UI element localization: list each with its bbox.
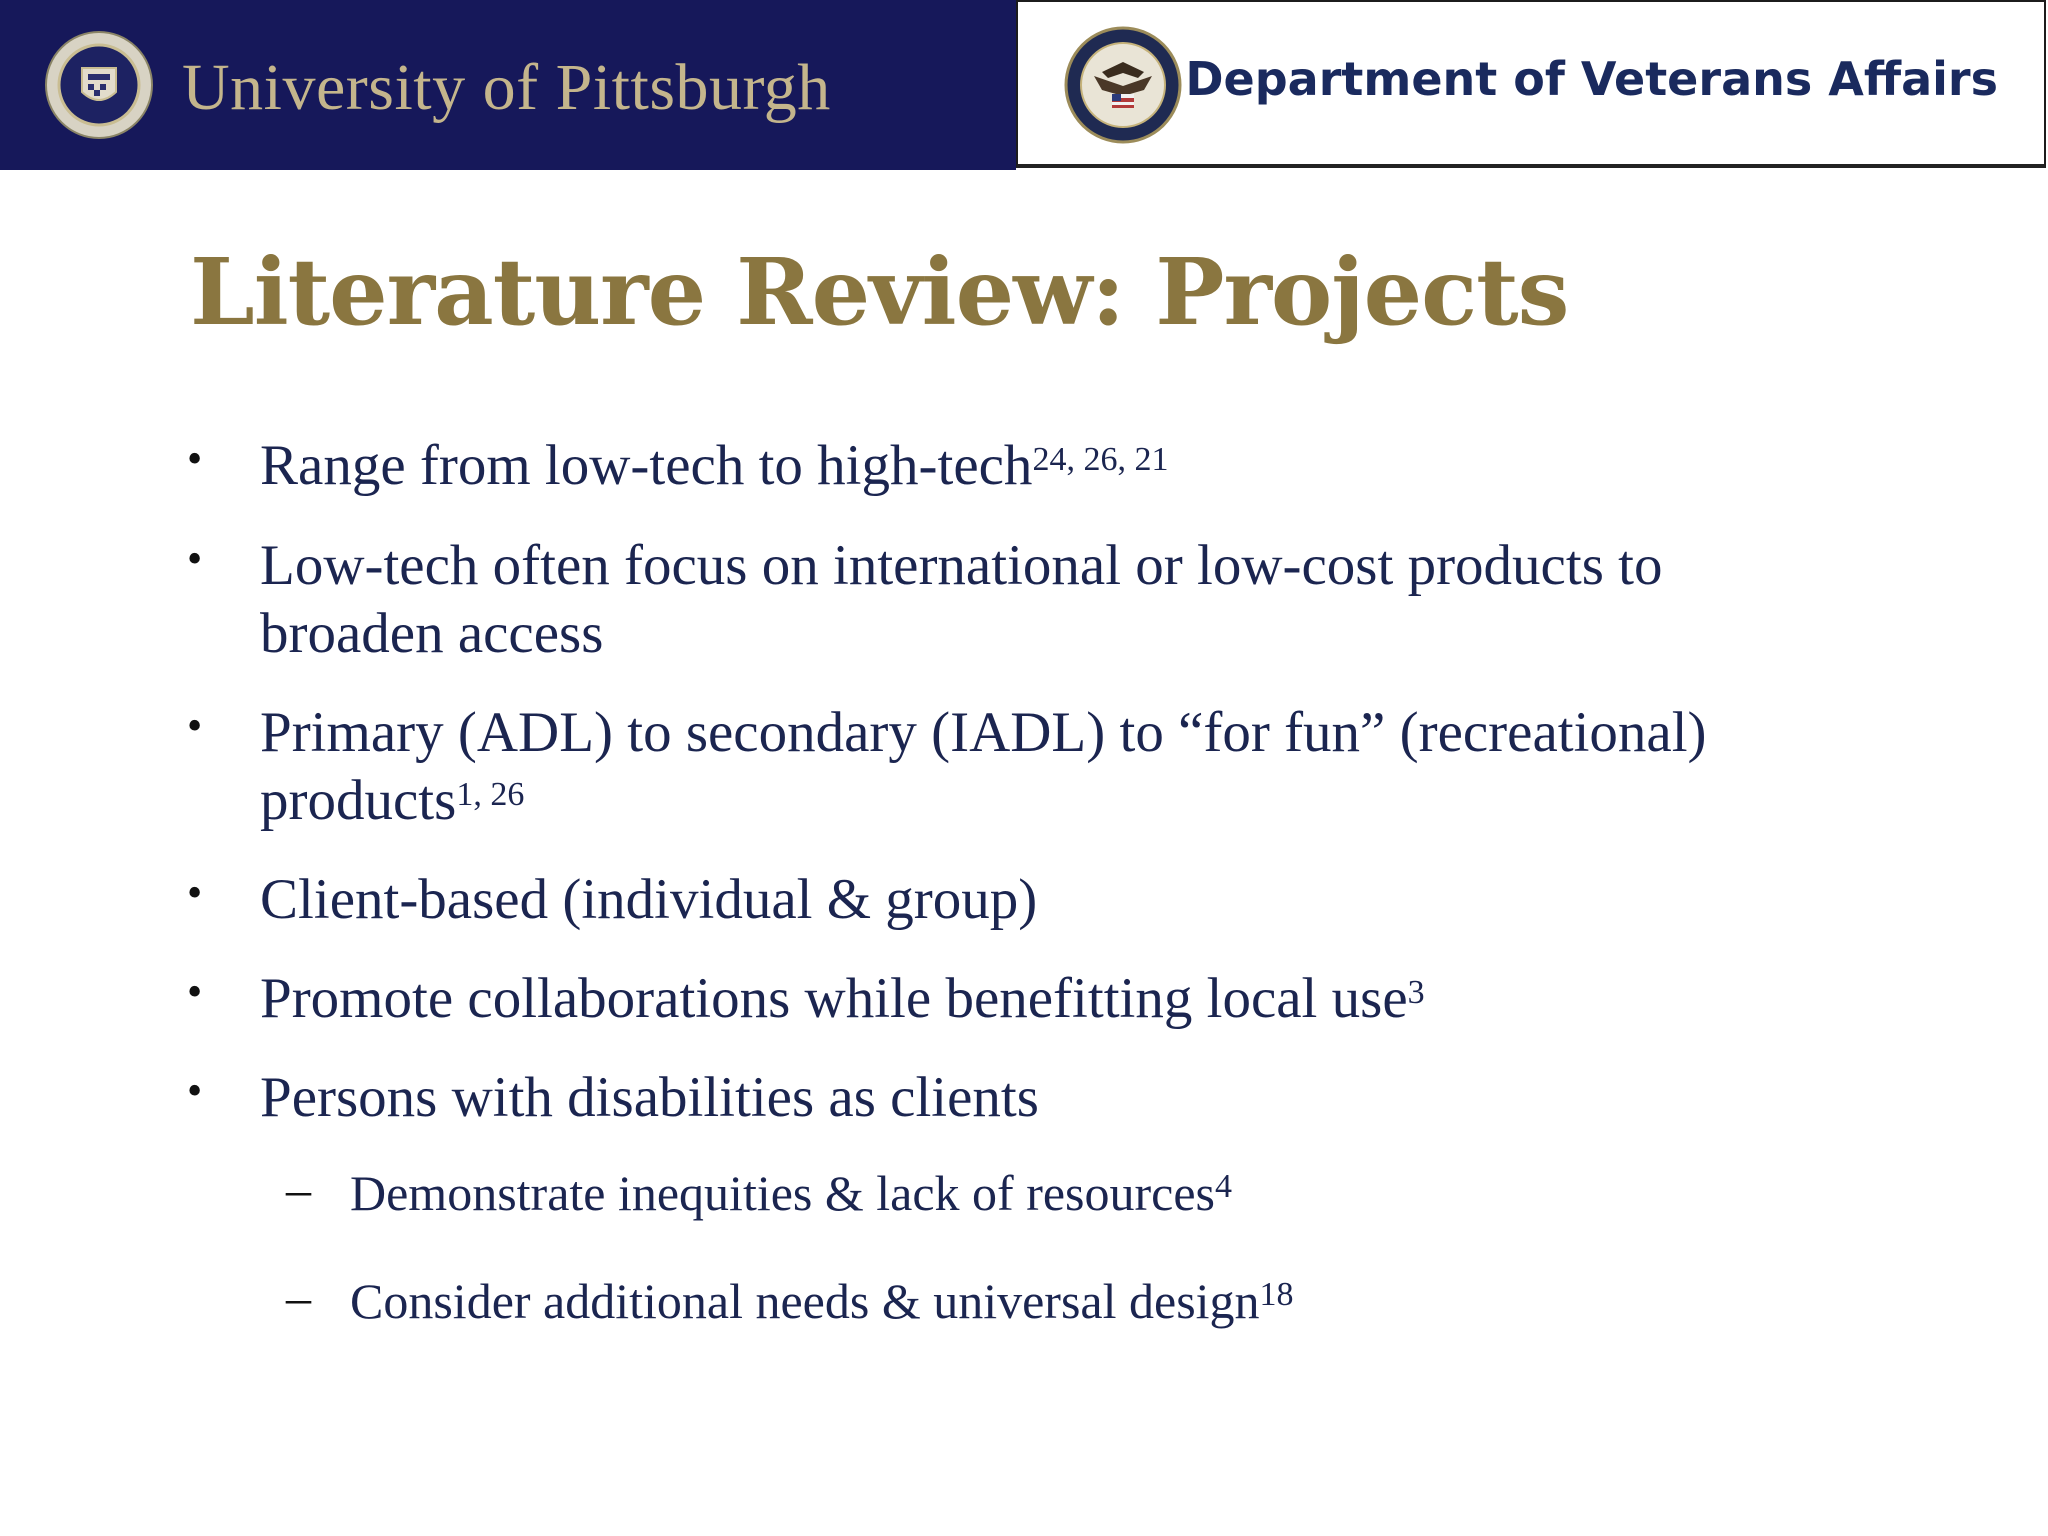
sub-bullet-text-main: Demonstrate inequities & lack of resources [350, 1165, 1215, 1221]
dash-marker: – [286, 1269, 311, 1325]
veterans-affairs-seal-icon [1064, 26, 1182, 144]
citation-superscript: 24, 26, 21 [1032, 441, 1169, 478]
bullet-text-main: products [260, 769, 457, 832]
dash-marker: – [286, 1161, 311, 1217]
bullet-text [260, 532, 1840, 668]
bullet-text-line [260, 767, 1840, 835]
bullet-text-main: Promote collaborations while benefitting local use [260, 967, 1408, 1030]
bullet-text-line: Low-tech often focus on international or low-cost products to [260, 534, 1663, 597]
bullet-text [260, 699, 1840, 835]
slide-title: Literature Review: Projects [190, 238, 1569, 346]
citation-superscript: 3 [1407, 974, 1425, 1011]
sub-bullet-text [350, 1163, 1850, 1223]
citation-superscript: 18 [1259, 1276, 1294, 1313]
pitt-banner [0, 0, 1016, 170]
pitt-wordmark: University of Pittsburgh [182, 51, 831, 124]
university-of-pittsburgh-seal-icon [44, 30, 154, 140]
bullet-marker: • [184, 1072, 206, 1113]
citation-superscript: 4 [1215, 1168, 1232, 1205]
bullet-text-line: broaden access [260, 602, 604, 665]
bullet-marker: • [184, 973, 206, 1014]
bullet-marker: • [184, 440, 206, 481]
slide-header [0, 0, 2048, 172]
sub-bullet-text [350, 1271, 1850, 1331]
bullet-marker: • [184, 540, 206, 581]
bullet-text: Client-based (individual & group) [260, 868, 1038, 931]
bullet-marker: • [184, 874, 206, 915]
bullet-marker: • [184, 707, 206, 748]
bullet-text-main: Range from low-tech to high-tech [260, 434, 1033, 497]
va-title: Department of Veterans Affairs [1185, 52, 1998, 106]
va-banner [1016, 0, 2046, 168]
bullet-text-line: Primary (ADL) to secondary (IADL) to “for fun” (recreational) [260, 701, 1707, 764]
bullet-text [260, 432, 1840, 500]
bullet-text: Persons with disabilities as clients [260, 1066, 1039, 1129]
sub-bullet-text-main: Consider additional needs & universal design [350, 1273, 1260, 1329]
citation-superscript: 1, 26 [456, 776, 525, 813]
bullet-text [260, 965, 1840, 1033]
